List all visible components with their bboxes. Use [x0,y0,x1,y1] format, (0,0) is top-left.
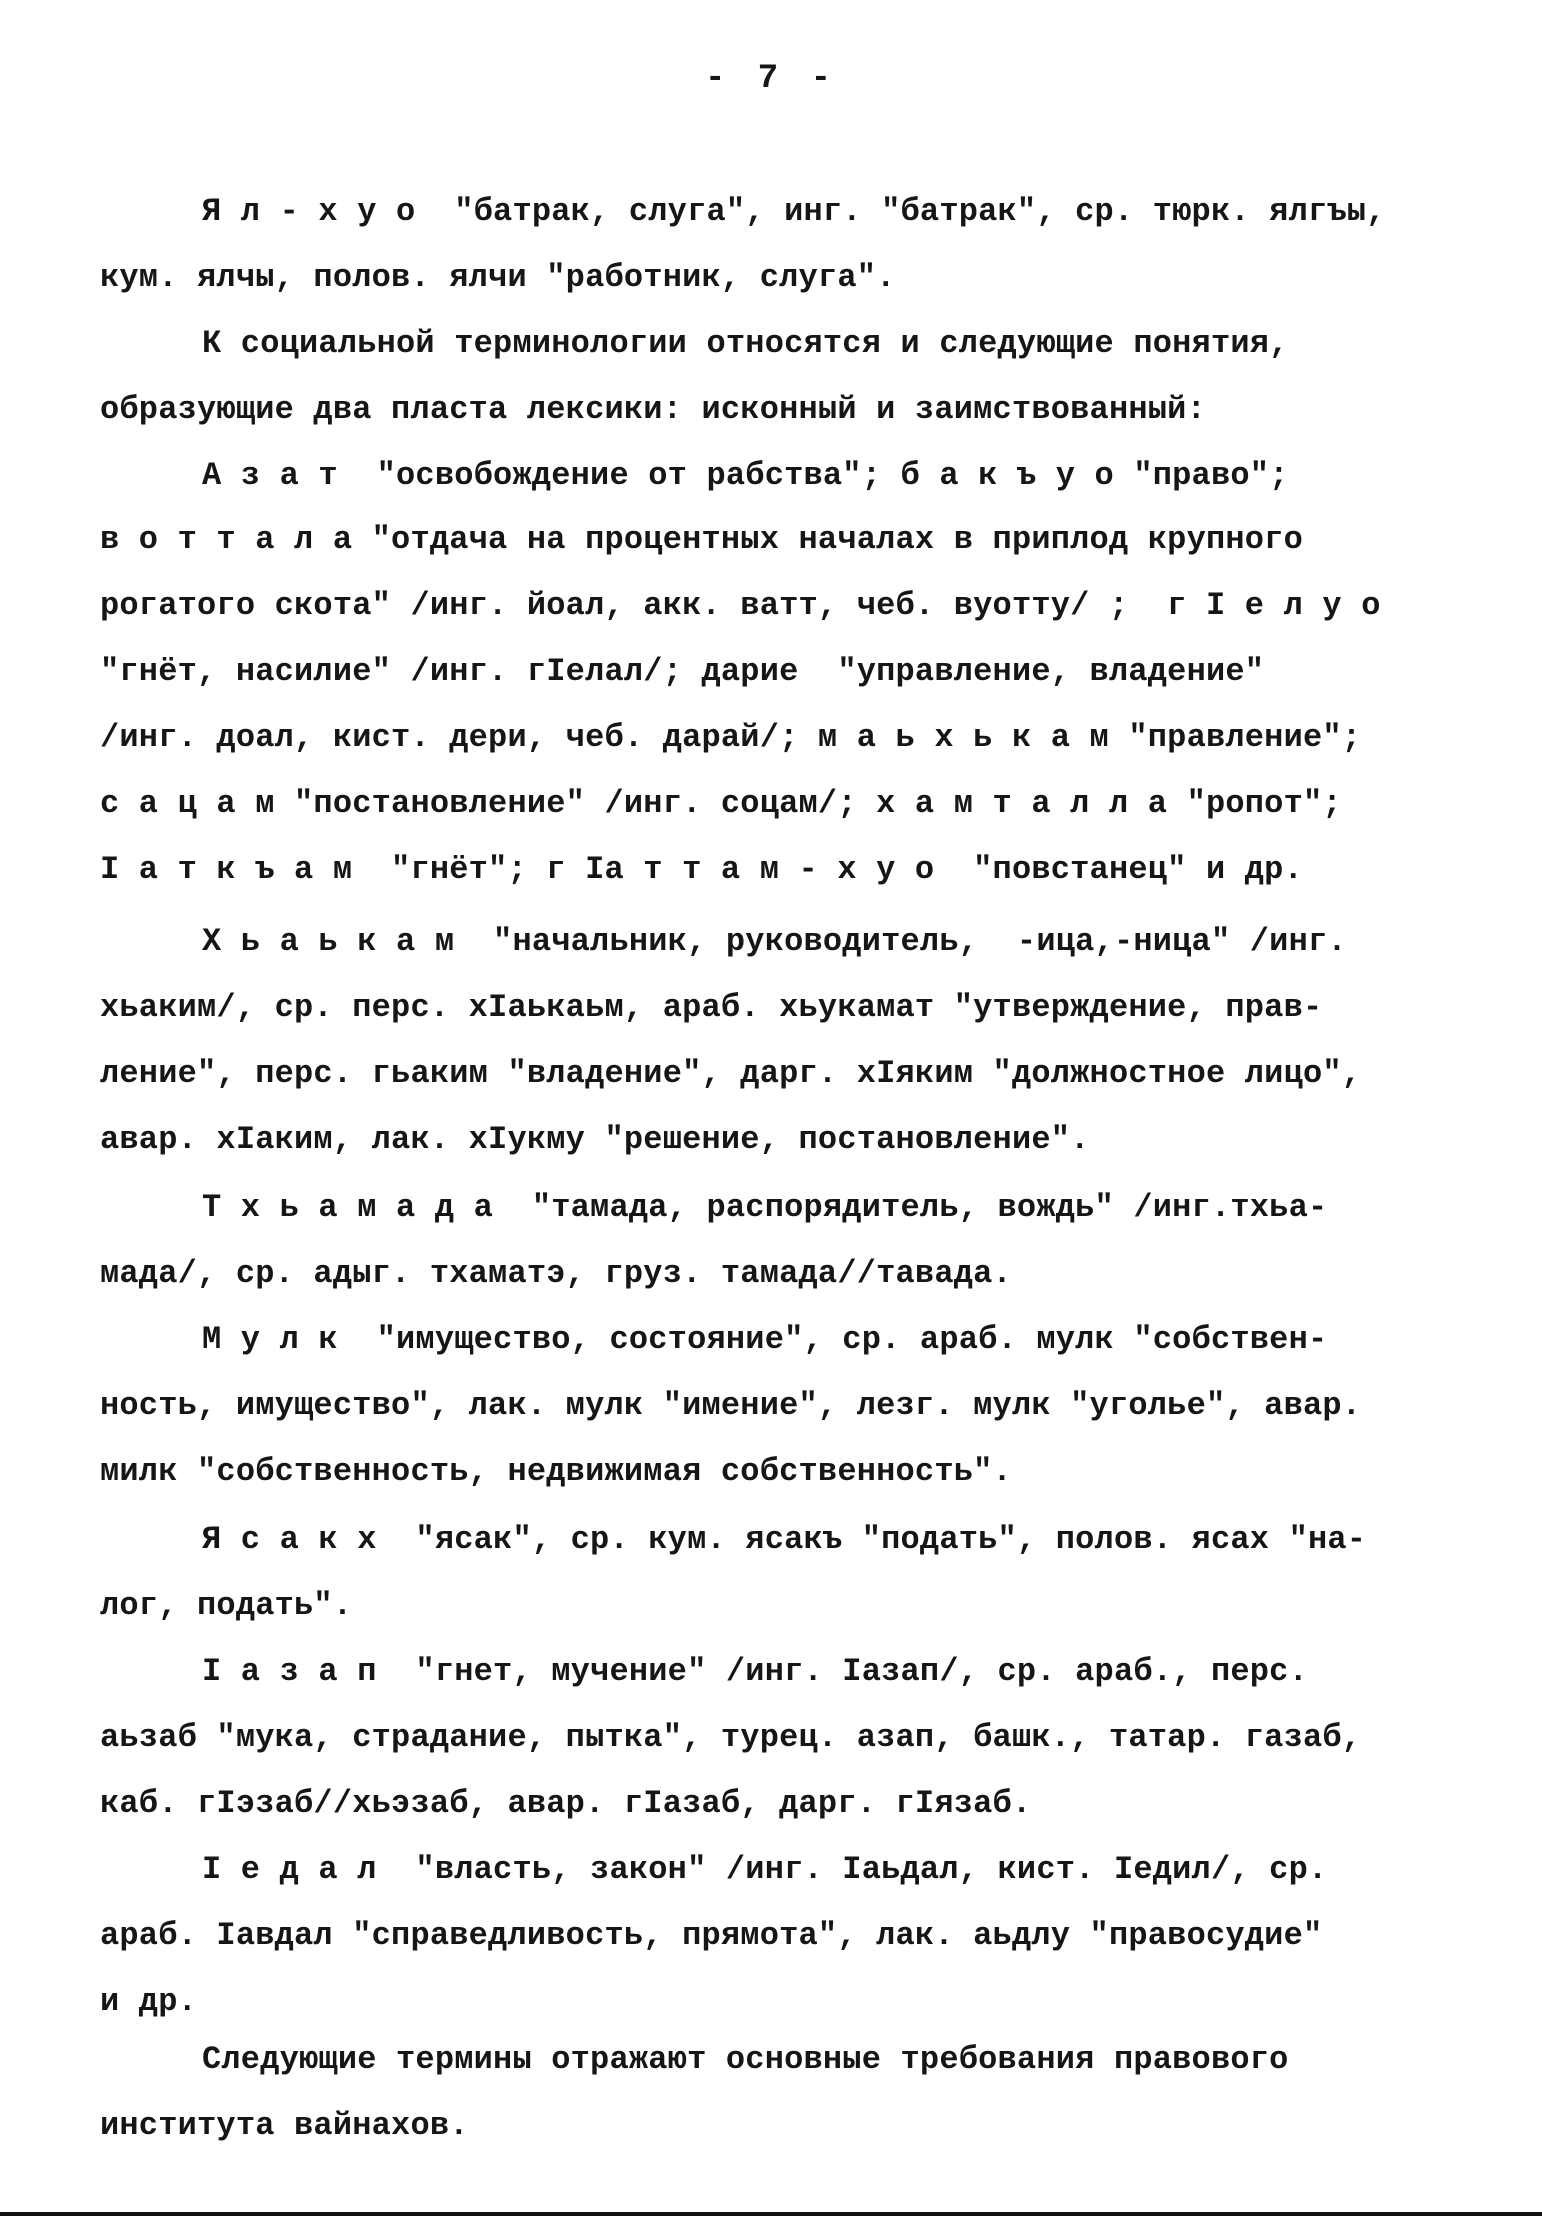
page-number: - 7 - [704,60,838,98]
text-line: в о т т а л а "отдача на процентных началах в приплод крупного [100,521,1303,558]
text-line: К социальной терминологии относятся и следующие понятия, [202,325,1289,362]
text-line: рогатого скота" /инг. йоал, акк. ватт, чеб. вуотту/ ; г I е л у о [100,587,1381,624]
text-line: института вайнахов. [100,2107,469,2144]
text-line: А з а т "освобождение от рабства"; б а к ъ у о "право"; [202,457,1289,494]
text-line: Я л - х у о "батрак, слуга", инг. "батрак", ср. тюрк. ялгъы, [202,193,1386,230]
text-line: и др. [100,1983,198,2020]
text-line: с а ц а м "постановление" /инг. соцам/; х а м т а л л а "ропот"; [100,785,1342,822]
text-line: кум. ялчы, полов. ялчи "работник, слуга". [100,259,896,296]
text-line: "гнёт, насилие" /инг. гIелал/; дарие "управление, владение" [100,653,1265,690]
text-line: Следующие термины отражают основные требования правового [202,2041,1289,2078]
bottom-border-line [0,2212,1542,2216]
text-line: Х ь а ь к а м "начальник, руководитель, -ица,-ница" /инг. [202,923,1347,960]
text-line: милк "собственность, недвижимая собственность". [100,1453,1012,1490]
text-line: I е д а л "власть, закон" /инг. Iаьдал, кист. Iедил/, ср. [202,1851,1328,1888]
text-line: Я с а к х "ясак", ср. кум. ясакъ "подать", полов. ясах "на- [202,1521,1367,1558]
text-line: I а т к ъ а м "гнёт"; г Iа т т а м - х у о "повстанец" и др. [100,851,1303,888]
text-line: I а з а п "гнет, мучение" /инг. Iазап/, ср. араб., перс. [202,1653,1308,1690]
text-line: араб. Iавдал "справедливость, прямота", лак. аьдлу "правосудие" [100,1917,1323,1954]
text-line: хьаким/, ср. перс. хIаькаьм, араб. хьукамат "утверждение, прав- [100,989,1323,1026]
text-line: /инг. доал, кист. дери, чеб. дарай/; м а ь х ь к а м "правление"; [100,719,1362,756]
text-line: образующие два пласта лексики: исконный и заимствованный: [100,391,1206,428]
text-line: ность, имущество", лак. мулк "имение", лезг. мулк "уголье", авар. [100,1387,1362,1424]
text-line: аьзаб "мука, страдание, пытка", турец. азап, башк., татар. газаб, [100,1719,1362,1756]
text-line: каб. гIэзаб//хьэзаб, авар. гIазаб, дарг. гIязаб. [100,1785,1032,1822]
text-line: мада/, ср. адыг. тхаматэ, груз. тамада//тавада. [100,1255,1012,1292]
text-line: ление", перс. гьаким "владение", дарг. хIяким "должностное лицо", [100,1055,1362,1092]
text-line: М у л к "имущество, состояние", ср. араб. мулк "собствен- [202,1321,1328,1358]
text-line: авар. хIаким, лак. хIукму "решение, постановление". [100,1121,1090,1158]
text-line: Т х ь а м а д а "тамада, распорядитель, вождь" /инг.тхьа- [202,1189,1328,1226]
text-line: лог, подать". [100,1587,353,1624]
